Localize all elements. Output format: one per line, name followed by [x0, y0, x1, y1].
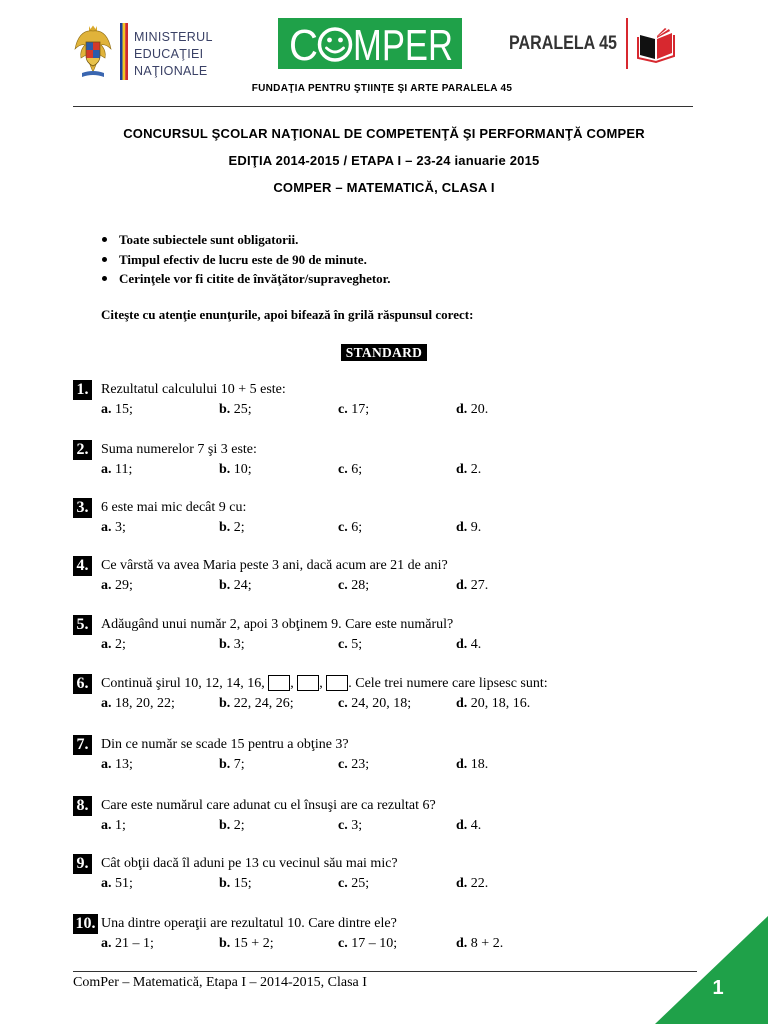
book-icon [636, 28, 676, 63]
coat-of-arms-logo [73, 25, 113, 80]
answer-option [456, 694, 530, 713]
answer-letter: b. [219, 818, 231, 833]
question-text-main: Continuă şirul 10, 12, 14, 16, [101, 676, 269, 691]
answer-value: 18. [470, 757, 489, 772]
answer-value: 9. [470, 520, 482, 535]
question-text [101, 556, 448, 576]
answer-options [101, 934, 661, 953]
header-divider [73, 106, 693, 107]
answer-value: 6; [351, 462, 363, 477]
question-item [73, 498, 693, 538]
answer-letter: d. [456, 936, 468, 951]
question-item [73, 914, 693, 954]
answer-letter: c. [338, 462, 348, 477]
blank-separator: , [290, 676, 298, 691]
answer-option [456, 635, 481, 654]
answer-value: 17; [351, 402, 370, 417]
answer-letter: b. [219, 520, 231, 535]
answer-option [338, 755, 369, 774]
ministry-line: MINISTERUL [134, 30, 213, 44]
question-text-main: Care este numărul care adunat cu el însuşi are ca rezultat 6? [101, 798, 436, 813]
blank-box [297, 675, 319, 691]
question-number: 7. [73, 735, 92, 755]
answer-option [338, 576, 369, 595]
answer-letter: d. [456, 578, 468, 593]
bullet-icon [102, 237, 107, 242]
rule-text: Timpul efectiv de lucru este de 90 de minute. [119, 251, 367, 267]
question-text [101, 498, 246, 518]
question-item [73, 615, 693, 655]
answer-value: 4. [470, 818, 482, 833]
answer-value: 25; [351, 876, 370, 891]
answer-option [456, 934, 503, 953]
question-item [73, 854, 693, 894]
ministry-line: NAŢIONALE [134, 64, 208, 78]
question-text [101, 440, 257, 460]
answer-option [219, 755, 245, 774]
ministry-line: EDUCAŢIEI [134, 47, 204, 61]
answer-option [101, 576, 133, 595]
question-text [101, 914, 397, 934]
question-number: 10. [73, 914, 98, 934]
question-text-main: Suma numerelor 7 şi 3 este: [101, 442, 257, 457]
rule-item [0, 230, 768, 250]
answer-letter: c. [338, 818, 348, 833]
question-item [73, 796, 693, 836]
answer-option [219, 576, 252, 595]
answer-option [338, 816, 362, 835]
answer-letter: b. [219, 876, 231, 891]
rule-text: Toate subiectele sunt obligatorii. [119, 232, 299, 247]
answer-value: 15; [233, 876, 252, 891]
question-item [73, 380, 693, 420]
question-text [101, 674, 548, 694]
question-number: 4. [73, 556, 92, 576]
answer-options [101, 576, 661, 595]
blank-separator: , [319, 676, 327, 691]
answer-options [101, 755, 661, 774]
answer-option [338, 694, 411, 713]
answer-letter: c. [338, 402, 348, 417]
question-text-after: . Cele trei numere care lipsesc sunt: [348, 676, 548, 691]
question-number: 9. [73, 854, 92, 874]
answer-letter: d. [456, 876, 468, 891]
answer-letter: a. [101, 818, 112, 833]
answer-letter: b. [219, 578, 231, 593]
answer-value: 15 + 2; [233, 936, 274, 951]
answer-letter: a. [101, 462, 112, 477]
question-text-main: Ce vârstă va avea Maria peste 3 ani, dacă acum are 21 de ani? [101, 558, 448, 573]
answer-option [101, 518, 126, 537]
rule-item [0, 269, 768, 289]
rules-list [0, 230, 768, 289]
answer-value: 3; [115, 520, 126, 535]
answer-letter: a. [101, 757, 112, 772]
answer-value: 1; [115, 818, 126, 833]
instruction-text: Citeşte cu atenţie enunţurile, apoi bifează în grilă răspunsul corect: [101, 307, 474, 322]
answer-option [219, 874, 252, 893]
answer-value: 22. [470, 876, 489, 891]
answer-letter: d. [456, 462, 468, 477]
answer-value: 3; [233, 637, 245, 652]
bullet-icon [102, 276, 107, 281]
answer-option [338, 934, 397, 953]
rule-text: Cerinţele vor fi citite de învăţător/supraveghetor. [119, 271, 391, 286]
answer-option [338, 460, 362, 479]
question-text [101, 735, 349, 755]
question-number: 3. [73, 498, 92, 518]
edition-line: EDIŢIA 2014-2015 / ETAPA I – 23-24 ianuarie 2015 [228, 153, 540, 168]
answer-options [101, 518, 661, 537]
question-text [101, 854, 398, 874]
question-text-main: 6 este mai mic decât 9 cu: [101, 500, 247, 515]
answer-value: 20. [470, 402, 489, 417]
answer-value: 7; [233, 757, 245, 772]
answer-value: 22, 24, 26; [233, 696, 294, 711]
answer-option [101, 874, 133, 893]
answer-option [101, 400, 133, 419]
answer-value: 18, 20, 22; [115, 696, 175, 711]
answer-option [219, 934, 274, 953]
answer-options [101, 816, 661, 835]
answer-options [101, 874, 661, 893]
answer-value: 10; [233, 462, 252, 477]
answer-value: 6; [351, 520, 363, 535]
question-text-main: Din ce număr se scade 15 pentru a obţine 3? [101, 737, 349, 752]
answer-option [101, 755, 133, 774]
question-item [73, 735, 693, 775]
answer-letter: a. [101, 520, 112, 535]
blank-box [326, 675, 348, 691]
publisher-name: PARALELA 45 [509, 33, 618, 54]
answer-value: 3; [351, 818, 363, 833]
answer-letter: b. [219, 696, 231, 711]
answer-option [101, 816, 126, 835]
footer-text: ComPer – Matematică, Etapa I – 2014-2015, Clasa I [73, 975, 367, 990]
answer-value: 11; [115, 462, 133, 477]
answer-option [338, 518, 362, 537]
bullet-icon [102, 257, 107, 262]
answer-option [101, 694, 175, 713]
blank-box [268, 675, 290, 691]
answer-value: 21 – 1; [115, 936, 154, 951]
answer-letter: a. [101, 876, 112, 891]
answer-option [456, 874, 488, 893]
answer-letter: c. [338, 637, 348, 652]
comper-logo [278, 18, 462, 69]
answer-letter: a. [101, 936, 112, 951]
answer-value: 24; [233, 578, 252, 593]
answer-letter: a. [101, 402, 112, 417]
answer-value: 15; [115, 402, 133, 417]
answer-options [101, 460, 661, 479]
answer-value: 4. [470, 637, 482, 652]
answer-options [101, 400, 661, 419]
answer-letter: c. [338, 757, 348, 772]
answer-value: 2; [115, 637, 126, 652]
question-number: 1. [73, 380, 92, 400]
footer-divider [73, 971, 697, 972]
answer-options [101, 635, 661, 654]
answer-value: 27. [470, 578, 489, 593]
answer-option [219, 694, 294, 713]
answer-options [101, 694, 661, 713]
question-item [73, 556, 693, 596]
answer-value: 24, 20, 18; [351, 696, 412, 711]
logo-text-left: C [289, 21, 318, 70]
answer-letter: c. [338, 578, 348, 593]
answer-option [338, 635, 362, 654]
page-corner-triangle [652, 916, 768, 1024]
answer-option [219, 460, 252, 479]
answer-letter: a. [101, 637, 112, 652]
answer-letter: b. [219, 402, 231, 417]
section-label: STANDARD [341, 344, 427, 361]
question-item [73, 440, 693, 480]
answer-letter: b. [219, 936, 231, 951]
publisher-logo [508, 27, 620, 57]
question-text-main: Adăugând unui număr 2, apoi 3 obţinem 9. Care este numărul? [101, 617, 454, 632]
answer-option [101, 460, 132, 479]
answer-letter: b. [219, 757, 231, 772]
answer-letter: b. [219, 637, 231, 652]
answer-value: 51; [115, 876, 133, 891]
answer-letter: d. [456, 757, 468, 772]
logo-divider [626, 18, 628, 69]
logo-text-right: MPER [353, 21, 453, 70]
answer-option [219, 400, 252, 419]
answer-value: 2; [233, 520, 245, 535]
answer-option [456, 576, 488, 595]
answer-letter: c. [338, 520, 348, 535]
answer-letter: a. [101, 696, 112, 711]
question-text-main: Cât obţii dacă îl aduni pe 13 cu vecinul său mai mic? [101, 856, 398, 871]
answer-option [101, 635, 126, 654]
answer-value: 13; [115, 757, 133, 772]
answer-letter: a. [101, 578, 112, 593]
page-number: 1 [712, 977, 724, 999]
question-text-main: Una dintre operaţii are rezultatul 10. Care dintre ele? [101, 916, 397, 931]
answer-option [338, 874, 369, 893]
answer-letter: c. [338, 876, 348, 891]
answer-letter: d. [456, 696, 468, 711]
answer-value: 2; [233, 818, 245, 833]
question-text-main: Rezultatul calculului 10 + 5 este: [101, 382, 286, 397]
answer-value: 28; [351, 578, 370, 593]
question-number: 5. [73, 615, 92, 635]
question-item [73, 674, 693, 714]
answer-value: 25; [233, 402, 252, 417]
answer-value: 5; [351, 637, 363, 652]
answer-option [219, 518, 245, 537]
answer-option [456, 816, 481, 835]
answer-letter: c. [338, 696, 348, 711]
answer-option [101, 934, 154, 953]
answer-letter: d. [456, 402, 468, 417]
answer-value: 2. [470, 462, 482, 477]
question-number: 2. [73, 440, 92, 460]
answer-value: 8 + 2. [470, 936, 504, 951]
question-text [101, 380, 286, 400]
question-text [101, 796, 436, 816]
contest-title: CONCURSUL ŞCOLAR NAŢIONAL DE COMPETENŢĂ ŞI PERFORMANŢĂ COMPER [123, 126, 645, 141]
answer-letter: d. [456, 520, 468, 535]
answer-letter: c. [338, 936, 348, 951]
answer-option [456, 400, 488, 419]
answer-letter: d. [456, 818, 468, 833]
answer-letter: b. [219, 462, 231, 477]
answer-option [456, 460, 481, 479]
answer-value: 17 – 10; [351, 936, 398, 951]
answer-option [219, 635, 245, 654]
question-text [101, 615, 453, 635]
answer-value: 20, 18, 16. [470, 696, 531, 711]
question-number: 8. [73, 796, 92, 816]
answer-letter: d. [456, 637, 468, 652]
answer-value: 23; [351, 757, 370, 772]
question-number: 6. [73, 674, 92, 694]
answer-option [456, 755, 488, 774]
answer-option [338, 400, 369, 419]
foundation-name: FUNDAŢIA PENTRU ŞTIINŢE ŞI ARTE PARALELA 45 [251, 83, 513, 94]
answer-option [456, 518, 481, 537]
ministry-name [134, 29, 213, 80]
answer-value: 29; [115, 578, 133, 593]
answer-option [219, 816, 245, 835]
subject-line: COMPER – MATEMATICĂ, CLASA I [273, 180, 495, 195]
rule-item [0, 250, 768, 270]
flag-stripes [120, 23, 128, 80]
